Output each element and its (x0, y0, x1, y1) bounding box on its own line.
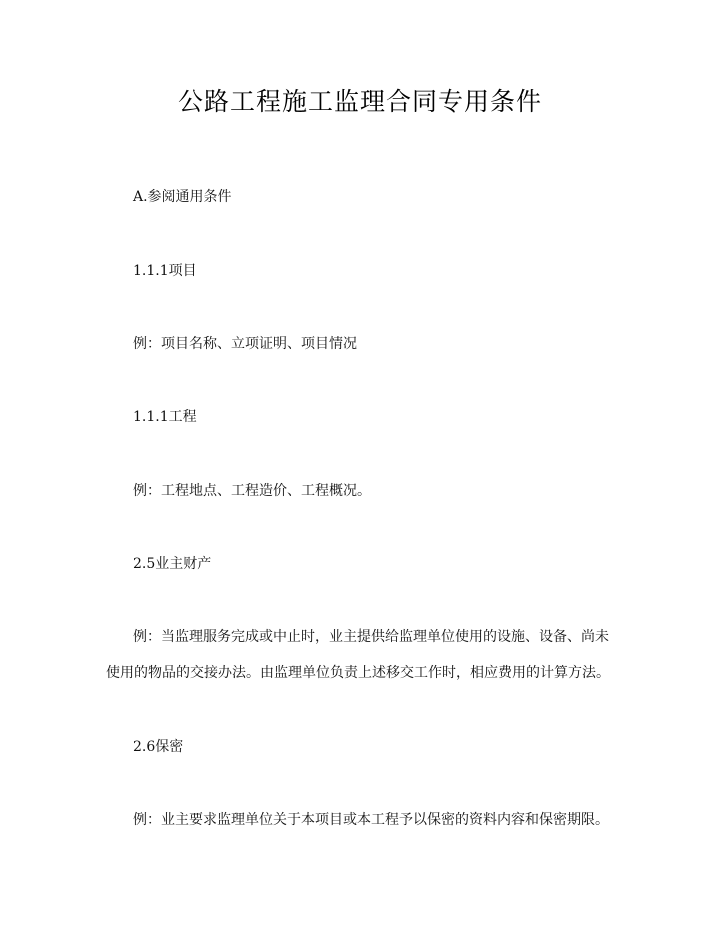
section-heading-general-conditions: A.参阅通用条件 (133, 189, 232, 205)
clause-heading-confidentiality: 2.6保密 (133, 739, 184, 755)
document-title: 公路工程施工监理合同专用条件 (177, 87, 542, 116)
clause-example-project: 例：项目名称、立项证明、项目情况 (133, 336, 357, 352)
clause-example-owner-property-line-1: 例：当监理服务完成或中止时，业主提供给监理单位使用的设施、设备、尚未 (133, 629, 609, 645)
clause-heading-project: 1.1.1项目 (133, 263, 197, 279)
clause-example-owner-property-line-2: 使用的物品的交接办法。由监理单位负责上述移交工作时，相应费用的计算方法。 (106, 665, 610, 681)
clause-example-works: 例：工程地点、工程造价、工程概况。 (133, 483, 371, 499)
clause-example-confidentiality: 例：业主要求监理单位关于本项目或本工程予以保密的资料内容和保密期限。 (133, 812, 609, 828)
clause-heading-works: 1.1.1工程 (133, 409, 197, 425)
clause-heading-owner-property: 2.5业主财产 (133, 556, 212, 572)
